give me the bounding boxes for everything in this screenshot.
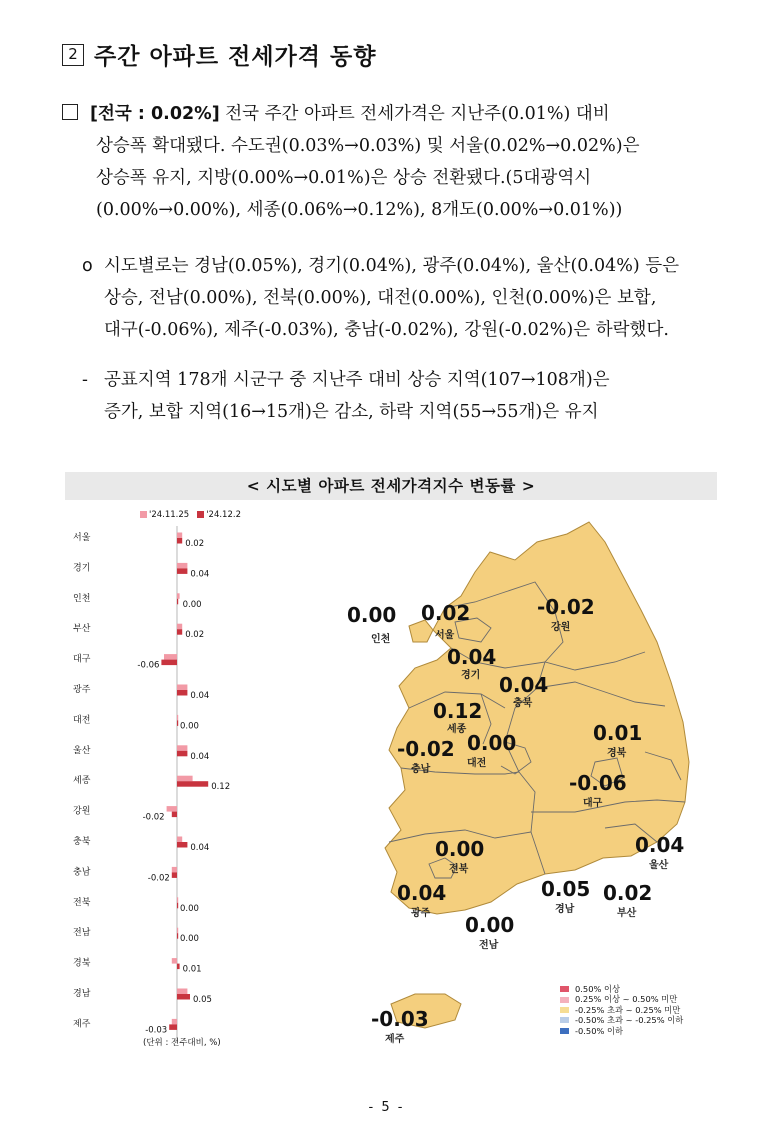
bar-curr — [169, 1024, 177, 1030]
map-value-ulsan: 0.04 — [635, 833, 685, 857]
square-bullet-icon — [62, 104, 78, 120]
bar-curr — [172, 872, 177, 878]
data-label: -0.03 — [145, 1025, 168, 1036]
category-label: 부산 — [73, 624, 91, 635]
data-label: 0.04 — [190, 691, 210, 701]
section-heading — [62, 38, 376, 71]
map-legend-label: -0.50% 이하 — [575, 1025, 624, 1036]
map-region-name-gyeongbuk: 경북 — [607, 748, 627, 759]
map-legend-label: -0.25% 초과 ~ 0.25% 미만 — [575, 1004, 681, 1015]
map-region-name-busan: 부산 — [617, 908, 637, 919]
map-value-chungnam: -0.02 — [397, 737, 455, 761]
map-value-busan: 0.02 — [603, 881, 653, 905]
map-region-name-sejong: 세종 — [447, 724, 467, 735]
map-legend-swatch — [560, 986, 569, 992]
category-label: 경남 — [73, 989, 91, 999]
bar-prev — [177, 563, 187, 569]
map-region-name-seoul: 서울 — [435, 630, 455, 641]
category-label: 대구 — [73, 654, 91, 665]
category-label: 전북 — [73, 897, 91, 908]
map-value-jeonnam: 0.00 — [465, 913, 515, 937]
bar-prev — [172, 1019, 177, 1025]
category-label: 충북 — [73, 837, 91, 847]
page-number: - 5 - — [368, 1100, 405, 1115]
bar-prev — [177, 989, 187, 995]
map-value-sejong: 0.12 — [433, 699, 483, 723]
map-region-name-gwangju: 광주 — [411, 908, 431, 919]
map-value-incheon: 0.00 — [347, 603, 397, 627]
map-value-seoul: 0.02 — [421, 601, 471, 625]
summary-paragraph — [62, 98, 722, 226]
map-legend-swatch — [560, 1007, 569, 1013]
data-label: 0.04 — [190, 843, 210, 853]
paragraph-line: 상승, 전남(0.00%), 전북(0.00%), 대전(0.00%), 인천(0.00%)은 보합, — [104, 288, 657, 308]
bar-curr — [177, 842, 187, 848]
map-region-name-daegu: 대구 — [583, 798, 603, 809]
bar-prev — [177, 685, 187, 691]
bar-chart — [65, 522, 255, 1052]
bar-curr — [177, 599, 178, 605]
map-region-name-gyeongnam: 경남 — [555, 904, 575, 915]
map-value-gwangju: 0.04 — [397, 881, 447, 905]
bar-curr — [177, 568, 187, 574]
map-region-name-jeonbuk: 전북 — [449, 864, 469, 875]
bar-prev — [177, 928, 178, 934]
data-label: 0.00 — [180, 903, 199, 914]
bar-curr — [172, 812, 177, 818]
map-region-name-incheon: 인천 — [371, 634, 391, 645]
map-legend-label: -0.50% 초과 ~ -0.25% 이하 — [575, 1015, 684, 1026]
map-region-name-chungbuk: 충북 — [513, 698, 533, 709]
bar-prev — [177, 533, 182, 539]
category-label: 대전 — [73, 715, 91, 726]
bar-prev — [177, 593, 180, 599]
bar-curr — [177, 994, 190, 1000]
map-value-jeju: -0.03 — [371, 1007, 429, 1031]
paragraph-line: (0.00%→0.00%), 세종(0.06%→0.12%), 8개도(0.00%→0.01%)) — [96, 200, 623, 220]
paragraph-line: 공표지역 178개 시군구 중 지난주 대비 상승 지역(107→108개)은 — [104, 370, 610, 390]
map-legend-swatch — [560, 1017, 569, 1023]
korea-map-svg — [305, 512, 717, 1057]
map-legend-swatch — [560, 997, 569, 1003]
bar-prev — [172, 867, 177, 873]
legend-label: '24.12.2 — [206, 510, 241, 520]
map-legend — [560, 984, 683, 1036]
paragraph-line: 증가, 보합 지역(16→15개)은 감소, 하락 지역(55→55개)은 유지 — [104, 402, 599, 422]
category-label: 세종 — [73, 776, 91, 787]
map-legend-row — [560, 994, 683, 1004]
figure-title: < 시도별 아파트 전세가격지수 변동률 > — [65, 472, 717, 500]
map-legend-label: 0.50% 이상 — [575, 984, 621, 994]
map-value-gyeongnam: 0.05 — [541, 877, 591, 901]
legend-entry-prev — [140, 510, 189, 520]
data-label: 0.00 — [180, 721, 199, 732]
bar-curr — [177, 720, 178, 726]
category-label: 울산 — [73, 745, 91, 756]
legend-swatch — [140, 511, 147, 518]
category-label: 경북 — [73, 958, 91, 969]
legend-label: '24.11.25 — [149, 510, 190, 520]
data-label: 0.02 — [185, 539, 205, 549]
paragraph-line: 전국 주간 아파트 전세가격은 지난주(0.01%) 대비 — [219, 104, 610, 124]
data-label: -0.06 — [137, 660, 160, 671]
map-value-gyeonggi: 0.04 — [447, 645, 497, 669]
bar-curr — [161, 660, 177, 666]
data-label: 0.00 — [180, 934, 199, 945]
category-label: 광주 — [73, 685, 91, 695]
bar-curr — [177, 538, 182, 544]
bar-prev — [177, 837, 182, 843]
paragraph-line: 상승폭 확대됐다. 수도권(0.03%→0.03%) 및 서울(0.02%→0.02%)은 — [96, 136, 640, 156]
map-region-name-jeju: 제주 — [385, 1034, 405, 1045]
data-label: 0.02 — [185, 630, 205, 641]
bar-curr — [177, 690, 187, 696]
figure — [65, 472, 717, 1057]
map-legend-row — [560, 1005, 683, 1015]
bar-prev — [177, 624, 182, 630]
data-label: -0.02 — [147, 873, 170, 884]
category-label: 인천 — [73, 593, 91, 604]
category-label: 강원 — [73, 806, 91, 817]
bar-curr — [177, 903, 178, 909]
data-label: -0.02 — [142, 812, 165, 823]
data-label: 0.05 — [193, 995, 212, 1005]
paragraph-line: 시도별로는 경남(0.05%), 경기(0.04%), 광주(0.04%), 울산(0.04%) 등은 — [104, 256, 680, 276]
bar-chart-svg — [65, 522, 255, 1052]
category-label: 서울 — [73, 533, 91, 543]
map-value-jeonbuk: 0.00 — [435, 837, 485, 861]
bar-prev — [177, 776, 193, 782]
bar-prev — [167, 806, 177, 812]
map-legend-row — [560, 984, 683, 994]
map-region-name-gyeonggi: 경기 — [461, 670, 481, 681]
section-title: 주간 아파트 전세가격 동향 — [94, 44, 377, 70]
map-value-gyeongbuk: 0.01 — [593, 721, 643, 745]
korea-map — [305, 512, 717, 1057]
bar-legend — [140, 510, 241, 520]
map-value-gangwon: -0.02 — [537, 595, 595, 619]
bar-curr — [177, 751, 187, 757]
bar-curr — [177, 629, 182, 635]
map-region-name-jeonnam: 전남 — [479, 940, 499, 951]
paragraph-line: 대구(-0.06%), 제주(-0.03%), 충남(-0.02%), 강원(-0.02%)은 하락했다. — [104, 320, 669, 340]
unit-note: (단위 : 전주대비, %) — [143, 1038, 221, 1048]
map-value-daejeon: 0.00 — [467, 731, 517, 755]
data-label: 0.04 — [190, 569, 210, 580]
data-label: 0.04 — [190, 751, 210, 762]
map-region-name-gangwon: 강원 — [551, 622, 571, 633]
circle-bullet: o — [82, 256, 93, 276]
category-label: 충남 — [73, 867, 91, 878]
map-region-name-chungnam: 충남 — [411, 764, 431, 775]
regional-paragraph — [82, 250, 722, 346]
national-lead: [전국 : 0.02%] — [90, 104, 220, 124]
map-legend-row — [560, 1026, 683, 1036]
bar-prev — [172, 958, 177, 964]
map-region-name-daejeon: 대전 — [467, 758, 487, 769]
bar-prev — [164, 654, 177, 660]
data-label: 0.01 — [182, 964, 202, 975]
category-label: 전남 — [73, 928, 91, 939]
bar-curr — [177, 781, 208, 787]
bar-prev — [177, 745, 187, 751]
district-paragraph — [82, 364, 722, 428]
map-value-chungbuk: 0.04 — [499, 673, 549, 697]
bar-prev — [177, 897, 178, 903]
legend-entry-curr — [197, 510, 241, 520]
category-label: 제주 — [73, 1019, 91, 1030]
legend-swatch — [197, 511, 204, 518]
map-value-daegu: -0.06 — [569, 771, 627, 795]
dash-bullet: - — [82, 370, 88, 390]
category-label: 경기 — [73, 563, 91, 574]
map-legend-row — [560, 1015, 683, 1025]
map-legend-swatch — [560, 1028, 569, 1034]
section-number: 2 — [62, 44, 84, 66]
data-label: 0.00 — [182, 599, 202, 610]
data-label: 0.12 — [211, 782, 231, 793]
bar-prev — [177, 715, 178, 721]
map-legend-label: 0.25% 이상 ~ 0.50% 미만 — [575, 994, 678, 1005]
bar-curr — [177, 933, 178, 939]
map-region-name-ulsan: 울산 — [649, 860, 669, 871]
paragraph-line: 상승폭 유지, 지방(0.00%→0.01%)은 상승 전환됐다.(5대광역시 — [96, 168, 592, 188]
bar-curr — [177, 964, 180, 970]
